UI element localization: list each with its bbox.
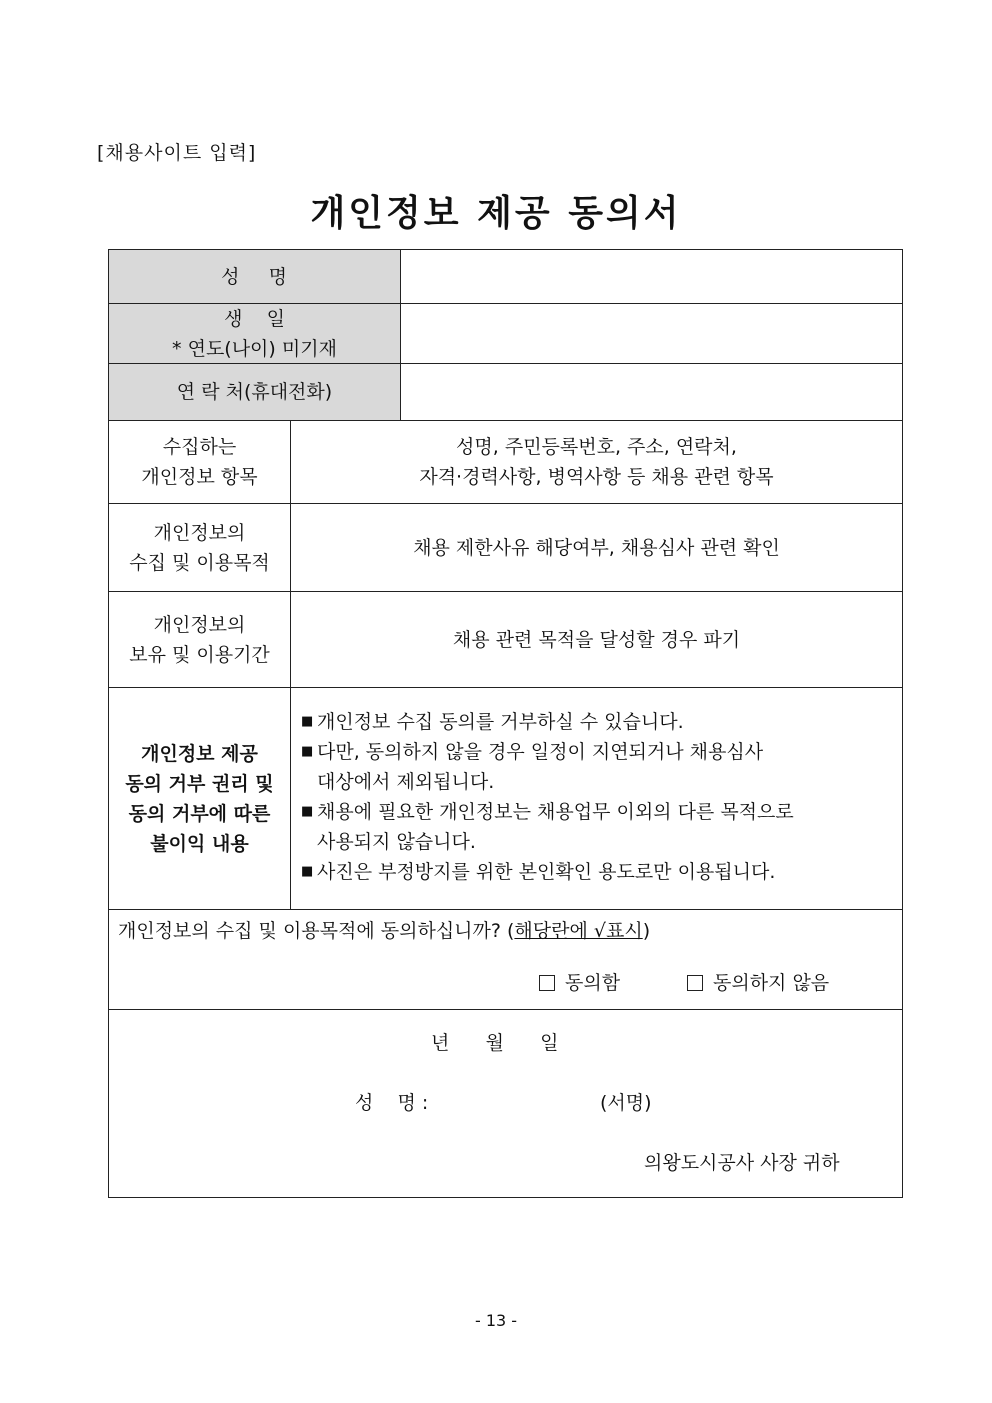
birthday-label: 생 일 <box>224 307 285 330</box>
birthday-label-cell <box>109 304 401 363</box>
retention-value-cell <box>291 592 902 687</box>
consent-question-hint: 해당란에 √표시 <box>514 920 643 942</box>
refusal-label-2: 동의 거부 권리 및 <box>125 772 274 795</box>
consent-question-end: ) <box>642 920 651 942</box>
signature-mark[interactable]: (서명) <box>600 1092 652 1114</box>
bullet-square-icon: ■ <box>301 744 314 759</box>
refusal-bullet-list <box>291 688 902 909</box>
list-item <box>301 737 892 797</box>
agree-checkbox[interactable] <box>539 975 555 991</box>
collected-items-label-2: 개인정보 항목 <box>141 466 258 488</box>
date-line: 년 월 일 <box>431 1032 559 1054</box>
name-label: 성 명 <box>221 265 288 288</box>
disagree-option[interactable] <box>687 968 829 998</box>
retention-label-2: 보유 및 이용기간 <box>129 643 270 666</box>
purpose-value-cell <box>291 504 902 591</box>
birthday-row <box>109 304 902 364</box>
refusal-rights-row <box>109 688 902 910</box>
disagree-label: 동의하지 않음 <box>713 972 830 994</box>
signature-section <box>109 1010 902 1197</box>
phone-input-cell[interactable] <box>401 364 902 420</box>
name-label-cell <box>109 250 401 303</box>
page-number: - 13 - <box>474 1311 518 1330</box>
purpose-row <box>109 504 902 592</box>
bullet-square-icon: ■ <box>301 864 314 879</box>
purpose-label-1: 개인정보의 <box>153 521 246 544</box>
retention-value: 채용 관련 목적을 달성할 경우 파기 <box>452 628 741 651</box>
collected-items-value-1: 성명, 주민등록번호, 주소, 연락처, <box>456 436 737 458</box>
refusal-label-1: 개인정보 제공 <box>141 742 258 765</box>
document-title: 개인정보 제공 동의서 <box>310 193 682 234</box>
retention-label-1: 개인정보의 <box>153 613 246 636</box>
name-row <box>109 250 902 304</box>
refusal-label-3: 동의 거부에 따른 <box>128 802 271 825</box>
bullet-text: 사진은 부정방지를 위한 본인확인 용도로만 이용됩니다. <box>317 861 776 883</box>
birthday-note: * 연도(나이) 미기재 <box>172 337 337 360</box>
disagree-checkbox[interactable] <box>687 975 703 991</box>
header-tag: [채용사이트 입력] <box>97 142 257 164</box>
refusal-label-cell <box>109 688 291 909</box>
consent-question <box>118 916 650 946</box>
name-input-cell[interactable] <box>401 250 902 303</box>
agree-label: 동의함 <box>565 972 621 994</box>
refusal-label-4: 불이익 내용 <box>150 832 249 855</box>
list-item <box>301 797 892 857</box>
collected-items-row <box>109 421 902 504</box>
collected-items-label-1: 수집하는 <box>162 436 237 458</box>
phone-label: 연 락 처(휴대전화) <box>176 381 333 403</box>
consent-form-table <box>108 249 903 1198</box>
bullet-text: 다만, 동의하지 않을 경우 일정이 지연되거나 채용심사 대상에서 제외됩니다. <box>317 741 764 793</box>
purpose-label-2: 수집 및 이용목적 <box>129 551 270 574</box>
consent-row <box>109 910 902 1010</box>
retention-row <box>109 592 902 688</box>
bullet-text: 채용에 필요한 개인정보는 채용업무 이외의 다른 목적으로 사용되지 않습니다. <box>317 801 794 853</box>
collected-items-value-cell <box>291 421 902 503</box>
bullet-square-icon: ■ <box>301 804 314 819</box>
addressee: 의왕도시공사 사장 귀하 <box>644 1152 840 1174</box>
bullet-square-icon: ■ <box>301 714 314 729</box>
signer-name-label: 성 명 : <box>355 1092 429 1114</box>
collected-items-label-cell <box>109 421 291 503</box>
consent-question-text: 개인정보의 수집 및 이용목적에 동의하십니까? ( <box>118 920 515 942</box>
collected-items-value-2: 자격·경력사항, 병역사항 등 채용 관련 항목 <box>419 466 774 488</box>
list-item <box>301 707 892 737</box>
list-item <box>301 857 892 887</box>
agree-option[interactable] <box>539 968 620 998</box>
purpose-label-cell <box>109 504 291 591</box>
phone-row <box>109 364 902 421</box>
retention-label-cell <box>109 592 291 687</box>
phone-label-cell <box>109 364 401 420</box>
purpose-value: 채용 제한사유 해당여부, 채용심사 관련 확인 <box>413 536 780 559</box>
birthday-input-cell[interactable] <box>401 304 902 363</box>
bullet-text: 개인정보 수집 동의를 거부하실 수 있습니다. <box>317 711 684 733</box>
